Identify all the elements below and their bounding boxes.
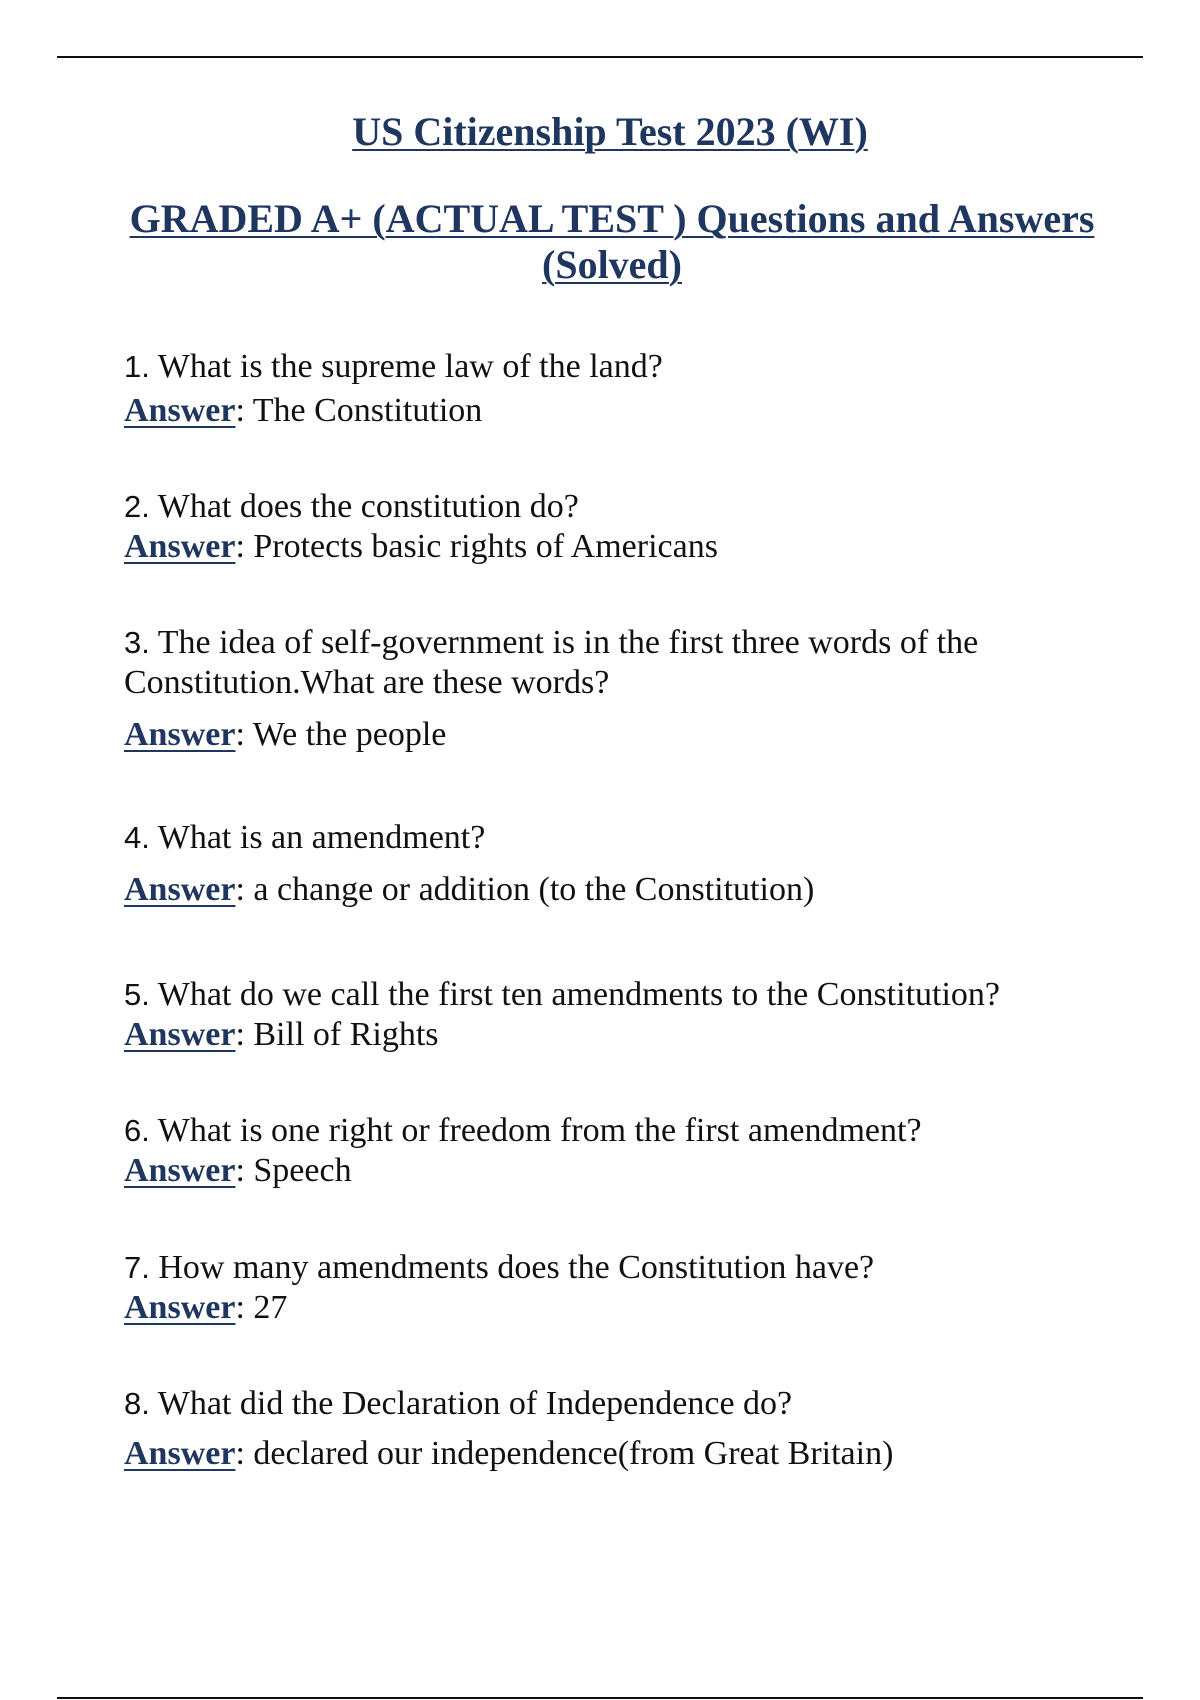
question-text: What do we call the first ten amendments to the Constitution? (149, 976, 1000, 1013)
document-subtitle: GRADED A+ (ACTUAL TEST ) Questions and Answers (Solved) (129, 196, 1095, 287)
answer-text: : Bill of Rights (235, 1016, 439, 1053)
question-number: 4. (124, 820, 150, 855)
question-text: What does the constitution do? (149, 488, 579, 525)
answer-text: : Speech (235, 1152, 352, 1189)
question-number: 6. (124, 1113, 150, 1148)
question-7 (124, 1248, 1084, 1288)
bottom-rule (57, 1697, 1143, 1699)
qa-item-4 (124, 818, 1084, 910)
document-title: US Citizenship Test 2023 (WI) (352, 109, 868, 154)
answer-text: : Protects basic rights of Americans (235, 528, 718, 565)
answer-text: : 27 (235, 1289, 288, 1326)
answer-label: Answer (124, 1289, 236, 1326)
answer-label: Answer (124, 1016, 236, 1053)
answer-label: Answer (124, 528, 236, 565)
answer-7 (124, 1288, 1084, 1328)
answer-8 (124, 1434, 1084, 1474)
question-text: What is one right or freedom from the first amendment? (149, 1112, 922, 1149)
question-number: 5. (124, 977, 150, 1012)
question-6 (124, 1111, 1084, 1151)
question-2 (124, 487, 1084, 527)
question-text: What is an amendment? (149, 819, 486, 856)
qa-item-3 (124, 623, 1084, 755)
qa-item-5 (124, 975, 1084, 1055)
question-1 (124, 347, 1084, 387)
answer-text: : The Constitution (235, 392, 483, 429)
answer-label: Answer (124, 1435, 236, 1472)
answer-5 (124, 1015, 1084, 1055)
answer-text: : a change or addition (to the Constitution) (235, 871, 815, 908)
question-number: 7. (124, 1250, 150, 1285)
answer-label: Answer (124, 1152, 236, 1189)
question-number: 3. (124, 625, 150, 660)
question-number: 8. (124, 1386, 150, 1421)
answer-label: Answer (124, 392, 236, 429)
answer-6 (124, 1151, 1084, 1191)
qa-item-2 (124, 487, 1084, 567)
answer-4 (124, 870, 1084, 910)
answer-label: Answer (124, 871, 236, 908)
question-3 (124, 623, 1084, 703)
question-number: 1. (124, 349, 150, 384)
question-number: 2. (124, 489, 150, 524)
top-rule (57, 56, 1143, 58)
qa-item-1 (124, 347, 1084, 431)
answer-label: Answer (124, 716, 236, 753)
answer-1 (124, 391, 1084, 431)
qa-item-6 (124, 1111, 1084, 1191)
question-text: What did the Declaration of Independence do? (149, 1385, 793, 1422)
question-text: The idea of self-government is in the first three words of the Constitution.What are these words? (124, 624, 979, 701)
question-text: How many amendments does the Constitution have? (149, 1249, 875, 1286)
answer-3 (124, 715, 1084, 755)
question-5 (124, 975, 1084, 1015)
question-4 (124, 818, 1084, 858)
answer-text: : We the people (235, 716, 447, 753)
question-text: What is the supreme law of the land? (149, 348, 663, 385)
answer-text: : declared our independence(from Great Britain) (235, 1435, 894, 1472)
qa-item-7 (124, 1248, 1084, 1328)
question-8 (124, 1384, 1084, 1424)
qa-item-8 (124, 1384, 1084, 1474)
answer-2 (124, 527, 1084, 567)
